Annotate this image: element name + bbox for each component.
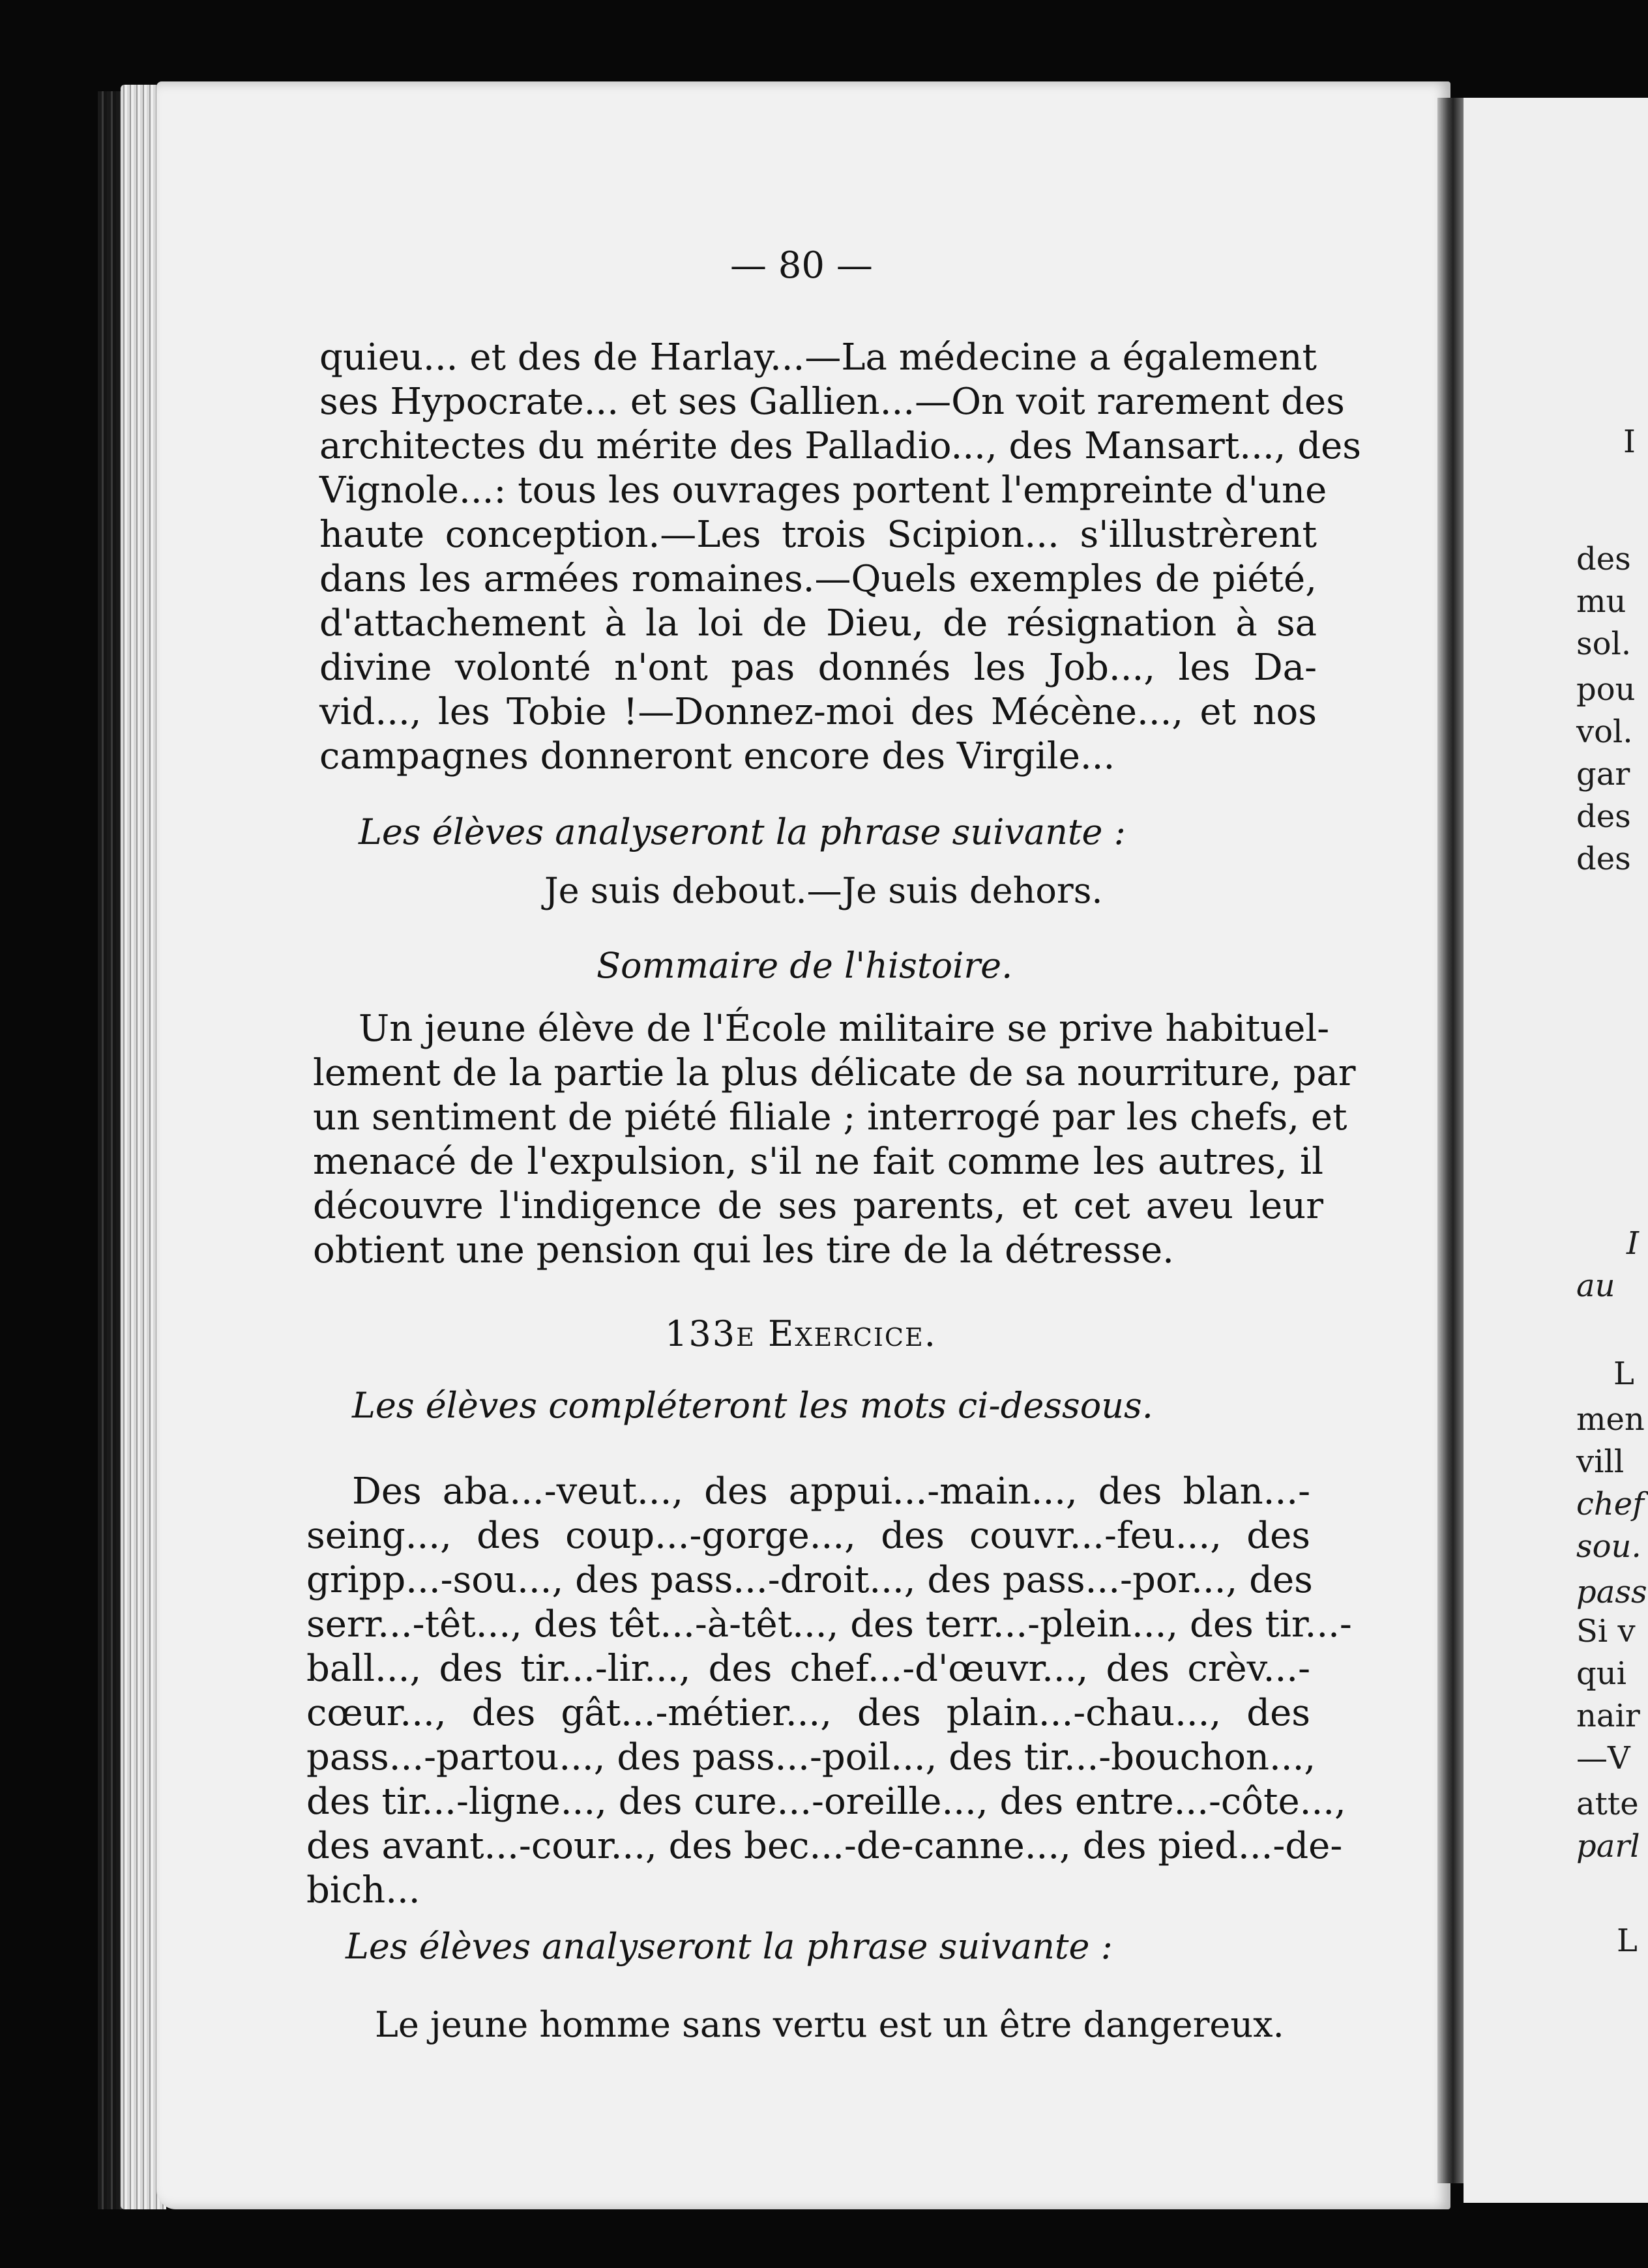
text-line: gripp...-sou..., des pass...-droit..., des pass...-por..., des xyxy=(306,1559,1313,1601)
text-line: cœur..., des gât...-métier..., des plain...-chau..., des xyxy=(306,1692,1310,1734)
text-line: serr...-têt..., des têt...-à-têt..., des terr...-plein..., des tir...- xyxy=(306,1603,1352,1646)
facing-fragment: nair xyxy=(1576,1698,1640,1734)
facing-fragment: parl xyxy=(1576,1828,1640,1865)
text-line: dans les armées romaines.—Quels exemples de piété, xyxy=(319,558,1317,600)
text-line: menacé de l'expulsion, s'il ne fait comme les autres, il xyxy=(313,1141,1323,1183)
text-line: pass...-partou..., des pass...-poil..., des tir...-bouchon..., xyxy=(306,1736,1316,1779)
facing-fragment: —V xyxy=(1576,1740,1630,1777)
facing-fragment: men xyxy=(1576,1401,1645,1438)
text-line: bich... xyxy=(306,1869,420,1912)
text-line: quieu... et des de Harlay...—La médecine a également xyxy=(319,336,1317,379)
text-line: campagnes donneront encore des Virgile... xyxy=(319,735,1115,778)
summary-paragraph xyxy=(313,1007,1356,1273)
text-line: un sentiment de piété filiale ; interrogé par les chefs, et xyxy=(313,1096,1347,1139)
text-line: des avant...-cour..., des bec...-de-canne..., des pied...-de- xyxy=(306,1825,1343,1867)
facing-fragment: I xyxy=(1623,424,1636,460)
facing-fragment: vol. xyxy=(1576,714,1633,750)
facing-fragment: pou xyxy=(1576,671,1636,708)
text-line: Des aba...-veut..., des appui...-main..., des blan...- xyxy=(352,1470,1310,1513)
facing-fragment: gar xyxy=(1576,756,1630,792)
text-line: obtient une pension qui les tire de la détresse. xyxy=(313,1229,1174,1272)
paragraph-continuation xyxy=(319,336,1361,779)
exercise-title: 133e Exercice. xyxy=(665,1313,937,1354)
facing-fragment: mu xyxy=(1576,583,1626,620)
instruction-heading: Les élèves analyseront la phrase suivante : xyxy=(359,811,1126,852)
facing-fragment: I xyxy=(1626,1225,1639,1262)
book-gutter xyxy=(1437,98,1464,2183)
text-line: architectes du mérite des Palladio..., des Mansart..., des xyxy=(319,425,1361,467)
analysis-phrase: Je suis debout.—Je suis dehors. xyxy=(544,870,1103,911)
facing-fragment: sou. xyxy=(1576,1528,1641,1565)
text-line: ball..., des tir...-lir..., des chef...-d'œuvr..., des crèv...- xyxy=(306,1648,1310,1690)
text-line: lement de la partie la plus délicate de sa nourriture, par xyxy=(313,1052,1356,1094)
facing-fragment: au xyxy=(1576,1268,1615,1304)
facing-fragment: des xyxy=(1576,541,1631,577)
facing-fragment: L xyxy=(1613,1356,1634,1392)
text-line: d'attachement à la loi de Dieu, de résignation à sa xyxy=(319,602,1317,645)
facing-page xyxy=(1464,98,1648,2203)
facing-fragment: atte xyxy=(1576,1786,1639,1822)
text-line: Un jeune élève de l'École militaire se prive habituel- xyxy=(359,1008,1330,1050)
text-line: Vignole...: tous les ouvrages portent l'empreinte d'une xyxy=(319,469,1327,512)
instruction-heading: Les élèves analyseront la phrase suivante : xyxy=(346,1926,1113,1967)
text-line: divine volonté n'ont pas donnés les Job..., les Da- xyxy=(319,647,1317,689)
facing-fragment: chef xyxy=(1576,1486,1644,1522)
text-line: vid..., les Tobie !—Donnez-moi des Mécène..., et nos xyxy=(319,691,1317,733)
facing-fragment: Si v xyxy=(1576,1613,1636,1650)
exercise-paragraph xyxy=(306,1470,1352,1913)
facing-fragment: pass xyxy=(1576,1574,1647,1610)
facing-fragment: sol. xyxy=(1576,626,1632,662)
text-line: des tir...-ligne..., des cure...-oreille..., des entre...-côte..., xyxy=(306,1781,1346,1823)
analysis-phrase: Le jeune homme sans vertu est un être dangereux. xyxy=(375,2004,1284,2045)
facing-fragment: L xyxy=(1617,1923,1638,1959)
facing-fragment: des xyxy=(1576,841,1631,877)
page-number: — 80 — xyxy=(730,244,873,287)
text-line: seing..., des coup...-gorge..., des couvr...-feu..., des xyxy=(306,1515,1310,1557)
summary-title: Sommaire de l'histoire. xyxy=(596,945,1013,986)
instruction-heading: Les élèves compléteront les mots ci-dessous. xyxy=(352,1385,1153,1426)
text-line: haute conception.—Les trois Scipion... s'illustrèrent xyxy=(319,514,1317,556)
text-line: ses Hypocrate... et ses Gallien...—On voit rarement des xyxy=(319,381,1345,423)
text-line: découvre l'indigence de ses parents, et cet aveu leur xyxy=(313,1185,1323,1227)
facing-fragment: qui xyxy=(1576,1655,1626,1692)
facing-fragment: vill xyxy=(1576,1444,1625,1480)
facing-fragment: des xyxy=(1576,798,1631,835)
